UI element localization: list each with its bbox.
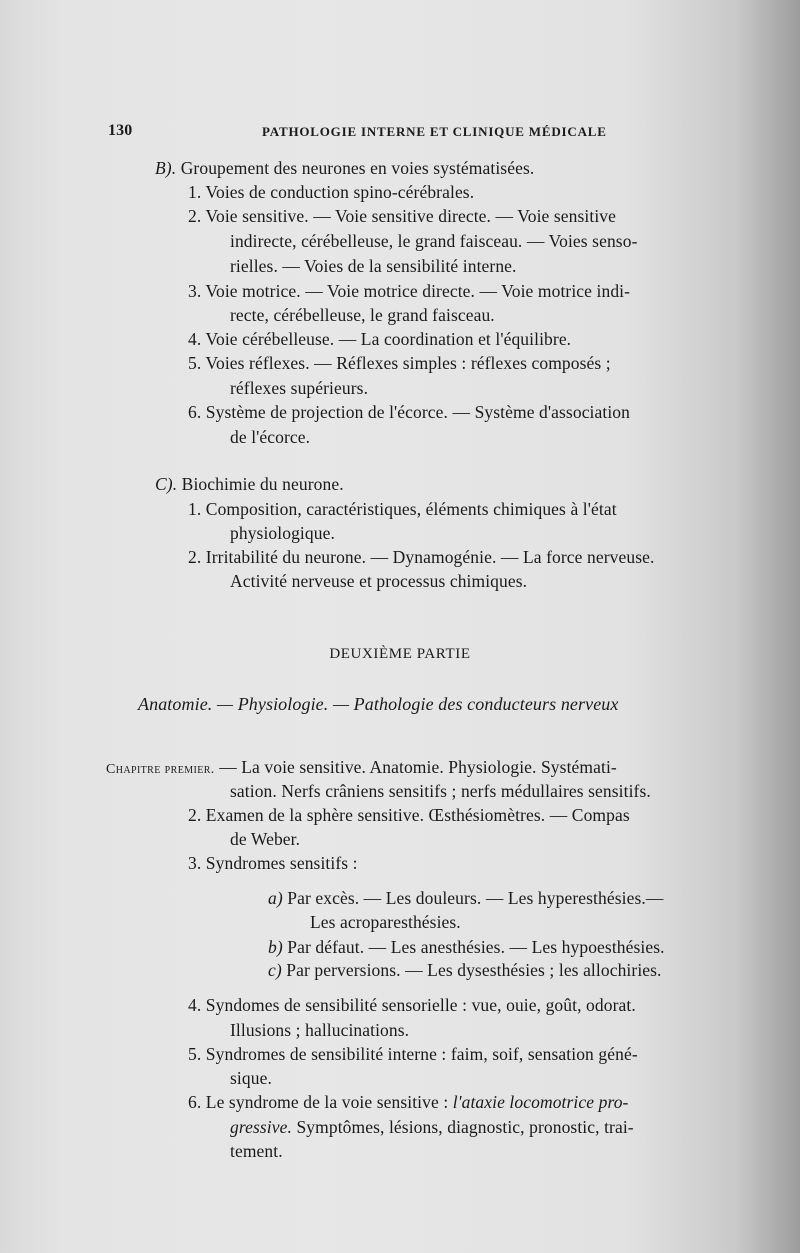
- section-b-line: rielles. — Voies de la sensibilité interne.: [230, 256, 517, 276]
- chapter-line: tement.: [230, 1141, 283, 1161]
- section-b-line: 2. Voie sensitive. — Voie sensitive directe. — Voie sensitive: [188, 206, 617, 226]
- chapter-line: sation. Nerfs crâniens sensitifs ; nerfs médullaires sensitifs.: [230, 781, 651, 801]
- chapter-line: 3. Syndromes sensitifs :: [188, 853, 358, 873]
- section-c-line: Activité nerveuse et processus chimiques.: [230, 571, 528, 591]
- italic-term: gressive.: [230, 1117, 292, 1137]
- chapter-subitem: [268, 960, 662, 981]
- section-b-line: recte, cérébelleuse, le grand faisceau.: [230, 305, 495, 325]
- chapter-subitem: [268, 937, 665, 958]
- part-subtitle: Anatomie. — Physiologie. — Pathologie des conducteurs nerveux: [138, 694, 619, 714]
- chapter-line: 6. Le syndrome de la voie sensitive :: [188, 1092, 449, 1112]
- section-c-line: 1. Composition, caractéristiques, éléments chimiques à l'état: [188, 499, 617, 519]
- section-c-heading: [155, 474, 344, 495]
- chapter-line: de Weber.: [230, 829, 301, 849]
- subitem-text: Par excès. — Les douleurs. — Les hyperesthésies.—: [287, 888, 664, 908]
- chapter-line: — La voie sensitive. Anatomie. Physiologie. Systémati-: [219, 757, 617, 777]
- section-c-label: C).: [155, 474, 178, 494]
- subitem-text: Par défaut. — Les anesthésies. — Les hypoesthésies.: [287, 937, 665, 957]
- subitem-text: Par perversions. — Les dysesthésies ; les allochiries.: [286, 960, 662, 980]
- chapter-line: 5. Syndromes de sensibilité interne : faim, soif, sensation géné-: [188, 1044, 638, 1064]
- chapter-heading: [106, 757, 617, 778]
- section-b-heading: [155, 158, 534, 179]
- subitem-label: b): [268, 937, 283, 957]
- section-c-line: physiologique.: [230, 523, 335, 543]
- section-b-line: indirecte, cérébelleuse, le grand faisceau. — Voies senso-: [230, 231, 638, 251]
- section-b-line: 5. Voies réflexes. — Réflexes simples : réflexes composés ;: [188, 353, 611, 373]
- chapter-item-6-cont: [230, 1117, 634, 1138]
- section-b-line: de l'écorce.: [230, 427, 311, 447]
- section-b-line: 4. Voie cérébelleuse. — La coordination et l'équilibre.: [188, 329, 572, 349]
- section-b-line: 6. Système de projection de l'écorce. — Système d'association: [188, 402, 631, 422]
- section-b-line: 1. Voies de conduction spino-cérébrales.: [188, 182, 475, 202]
- section-c-line: 2. Irritabilité du neurone. — Dynamogénie. — La force nerveuse.: [188, 547, 655, 567]
- chapter-subitem: [268, 888, 663, 909]
- chapter-line: 4. Syndomes de sensibilité sensorielle : vue, ouie, goût, odorat.: [188, 995, 636, 1015]
- section-b-line: 3. Voie motrice. — Voie motrice directe. — Voie motrice indi-: [188, 281, 631, 301]
- chapter-item-6: [188, 1092, 629, 1113]
- chapter-line: sique.: [230, 1068, 272, 1088]
- subitem-label: c): [268, 960, 282, 980]
- italic-term: l'ataxie locomotrice pro-: [452, 1092, 629, 1112]
- subitem-label: a): [268, 888, 283, 908]
- part-title: DEUXIÈME PARTIE: [329, 646, 471, 662]
- running-title: PATHOLOGIE INTERNE ET CLINIQUE MÉDICALE: [262, 124, 607, 139]
- chapter-line: Symptômes, lésions, diagnostic, pronostic, trai-: [296, 1117, 634, 1137]
- section-b-label: B).: [155, 158, 177, 178]
- chapter-line: Illusions ; hallucinations.: [230, 1020, 410, 1040]
- chapter-line: 2. Examen de la sphère sensitive. Œsthésiomètres. — Compas: [188, 805, 630, 825]
- section-b-line: réflexes supérieurs.: [230, 378, 369, 398]
- section-c-title: Biochimie du neurone.: [181, 474, 344, 494]
- chapter-label: Chapitre premier.: [106, 762, 215, 777]
- page-number: 130: [108, 122, 133, 139]
- section-b-title: Groupement des neurones en voies systématisées.: [180, 158, 535, 178]
- chapter-line: Les acroparesthésies.: [310, 912, 461, 932]
